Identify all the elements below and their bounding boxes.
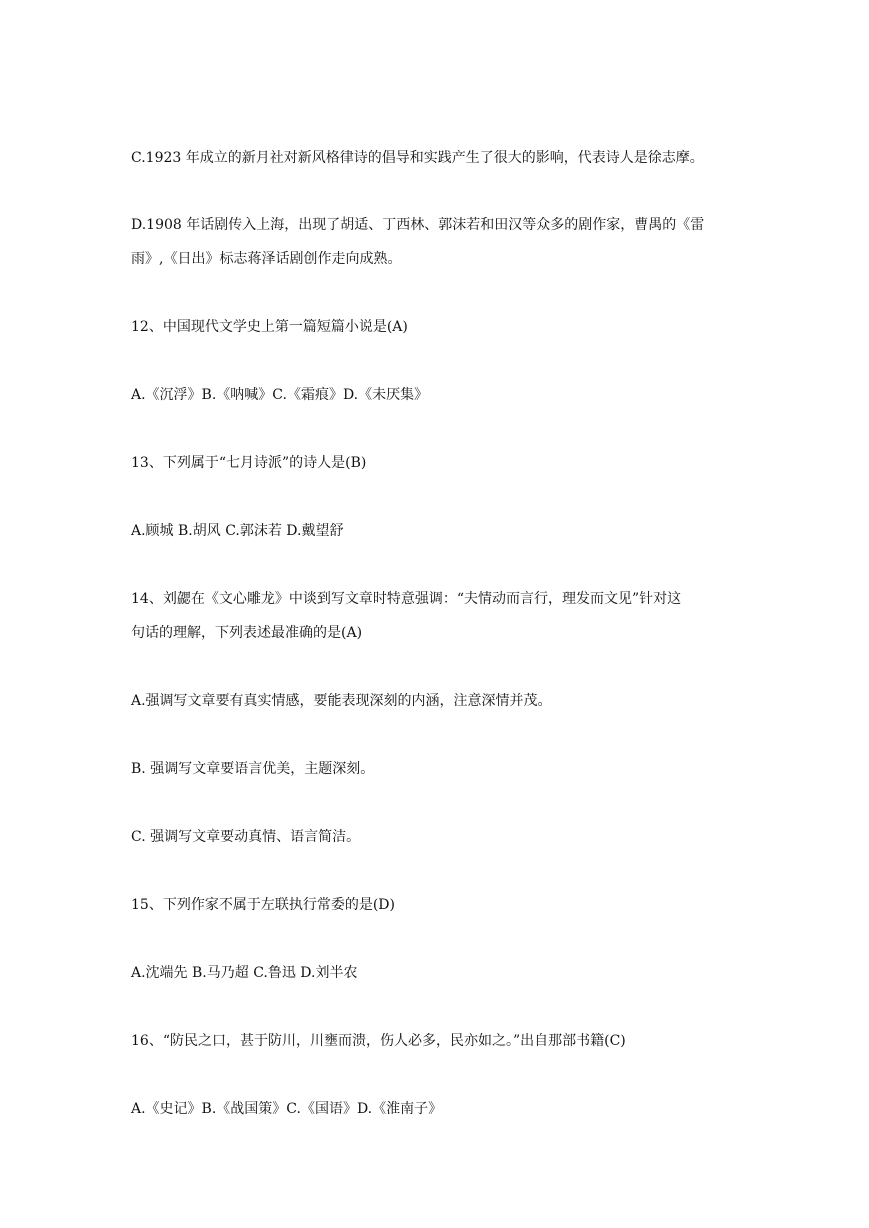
option-c-line: C.1923 年成立的新月社对新风格律诗的倡导和实践产生了很大的影响，代表诗人是徐志摩。 <box>131 150 704 166</box>
question-16: 16、“防民之口，甚于防川，川壅而溃，伤人必多，民亦如之。”出自那部书籍(C) <box>131 1033 626 1049</box>
question-13: 13、下列属于“七月诗派”的诗人是(B) <box>131 455 367 471</box>
question-14-option-b: B. 强调写文章要语言优美，主题深刻。 <box>131 761 375 777</box>
question-14-option-a: A.强调写文章要有真实情感，要能表现深刻的内涵，注意深情并茂。 <box>131 693 552 709</box>
question-12-options: A.《沉浮》B.《呐喊》C.《霜痕》D.《未厌集》 <box>131 387 429 403</box>
question-14-option-c: C. 强调写文章要动真情、语言简洁。 <box>131 829 361 845</box>
option-d-line-2: 雨》,《日出》标志蒋泽话剧创作走向成熟。 <box>131 251 402 267</box>
question-14-line-2: 句话的理解，下列表述最准确的是(A) <box>131 625 363 641</box>
question-14-line-1: 14、刘勰在《文心雕龙》中谈到写文章时特意强调：“夫情动而言行，理发而文见”针对这 <box>131 591 682 607</box>
question-16-options: A.《史记》B.《战国策》C.《国语》D.《淮南子》 <box>131 1101 443 1117</box>
question-12: 12、中国现代文学史上第一篇短篇小说是(A) <box>131 319 408 335</box>
question-15: 15、下列作家不属于左联执行常委的是(D) <box>131 897 395 913</box>
question-15-options: A.沈端先 B.马乃超 C.鲁迅 D.刘半农 <box>131 965 358 981</box>
question-13-options: A.顾城 B.胡风 C.郭沫若 D.戴望舒 <box>131 523 344 539</box>
option-d-line-1: D.1908 年话剧传入上海，出现了胡适、丁西林、郭沫若和田汉等众多的剧作家，曹禺的《雷 <box>131 217 705 233</box>
